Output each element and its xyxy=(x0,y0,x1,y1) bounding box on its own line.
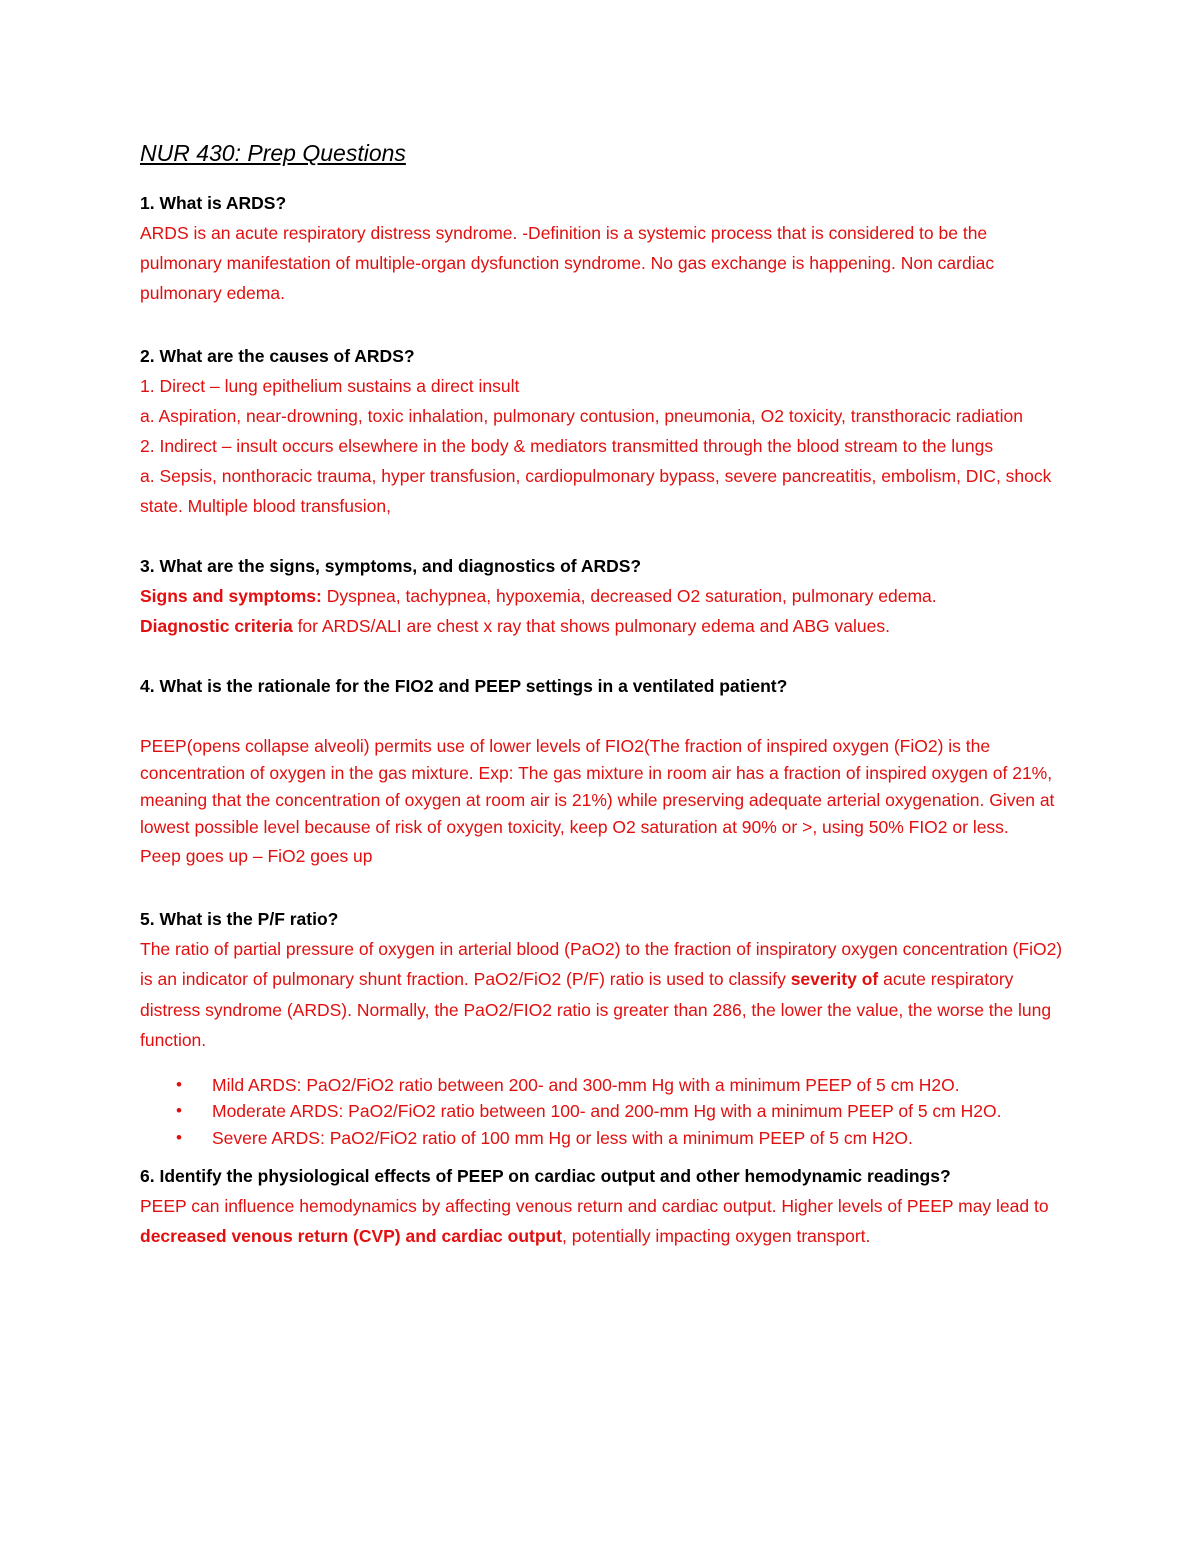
question-6: 6. Identify the physiological effects of PEEP on cardiac output and other hemodynamic readings? xyxy=(140,1166,951,1187)
question-5: 5. What is the P/F ratio? xyxy=(140,908,339,929)
list-item: • Mild ARDS: PaO2/FiO2 ratio between 200- and 300-mm Hg with a minimum PEEP of 5 cm H2O. xyxy=(140,1072,1070,1099)
answer-1: ARDS is an acute respiratory distress syndrome. -Definition is a systemic process that is considered to be the pulmonary manifestation of multiple-organ dysfunction syndrome. No gas exchange is happening. Non cardiac pulmonary edema. xyxy=(140,222,995,303)
answer-6 xyxy=(140,1191,1070,1251)
bullet-icon: • xyxy=(176,1101,182,1121)
question-4: 4. What is the rationale for the FIO2 and PEEP settings in a ventilated patient? xyxy=(140,675,788,696)
ards-severity-list xyxy=(140,1072,1070,1152)
list-item: • Moderate ARDS: PaO2/FiO2 ratio between 100- and 200-mm Hg with a minimum PEEP of 5 cm H2O. xyxy=(140,1098,1070,1125)
answer-6-part-2: , potentially impacting oxygen transport. xyxy=(562,1226,871,1247)
answer-5-bold: severity of xyxy=(790,969,879,990)
list-item: • Severe ARDS: PaO2/FiO2 ratio of 100 mm Hg or less with a minimum PEEP of 5 cm H2O. xyxy=(140,1125,1070,1152)
answer-2-line-2: a. Aspiration, near-drowning, toxic inhalation, pulmonary contusion, pneumonia, O2 toxicity, transthoracic radiation xyxy=(140,405,1023,426)
document-page xyxy=(140,140,1070,1251)
answer-5-part-1: The ratio of partial pressure of oxygen in arterial blood (PaO2) to the fraction of inspiratory oxygen concentration (FiO2) is an indicator of pulmonary shunt fraction. PaO2/FiO2 (P/F) ratio is used to classify xyxy=(140,938,1063,990)
question-3: 3. What are the signs, symptoms, and diagnostics of ARDS? xyxy=(140,555,642,576)
diagnostic-label: Diagnostic criteria xyxy=(140,615,293,636)
answer-2-line-3: 2. Indirect – insult occurs elsewhere in the body & mediators transmitted through the blood stream to the lungs xyxy=(140,435,994,456)
signs-text: Dyspnea, tachypnea, hypoxemia, decreased O2 saturation, pulmonary edema. xyxy=(321,585,937,606)
answer-4-note: Peep goes up – FiO2 goes up xyxy=(140,845,373,866)
answer-4: PEEP(opens collapse alveoli) permits use of lower levels of FIO2(The fraction of inspired oxygen (FiO2) is the concentration of oxygen in the gas mixture. Exp: The gas mixture in room air has a fraction of inspired oxygen of 21%, meaning that the concentration of oxygen at room air is 21%) while preserving adequate arterial oxygenation. Given at lowest possible level because of risk of oxygen toxicity, keep O2 saturation at 90% or >, using 50% FIO2 or less. xyxy=(140,735,1055,837)
bullet-icon: • xyxy=(176,1127,182,1147)
answer-3-signs xyxy=(140,581,1070,611)
answer-6-part-1: PEEP can influence hemodynamics by affecting venous return and cardiac output. Higher levels of PEEP may lead to xyxy=(140,1196,1049,1217)
question-1: 1. What is ARDS? xyxy=(140,192,287,213)
answer-2-line-4: a. Sepsis, nonthoracic trauma, hyper transfusion, cardiopulmonary bypass, severe pancreatitis, embolism, DIC, shock state. Multiple blood transfusion, xyxy=(140,465,1052,516)
answer-5-part-2: acute respiratory distress syndrome (ARDS). Normally, the PaO2/FIO2 ratio is greater than 286, the lower the value, the worse the lung function. xyxy=(140,969,1052,1051)
signs-label: Signs and symptoms: xyxy=(140,585,322,606)
bullet-icon: • xyxy=(176,1074,182,1094)
answer-2-line-1: 1. Direct – lung epithelium sustains a direct insult xyxy=(140,375,520,396)
answer-5 xyxy=(140,934,1070,1056)
diagnostic-text: for ARDS/ALI are chest x ray that shows pulmonary edema and ABG values. xyxy=(292,615,890,636)
document-title: NUR 430: Prep Questions xyxy=(140,140,406,166)
question-2: 2. What are the causes of ARDS? xyxy=(140,345,415,366)
answer-6-bold: decreased venous return (CVP) and cardiac output xyxy=(140,1226,563,1247)
answer-3-diagnostics xyxy=(140,611,1070,641)
